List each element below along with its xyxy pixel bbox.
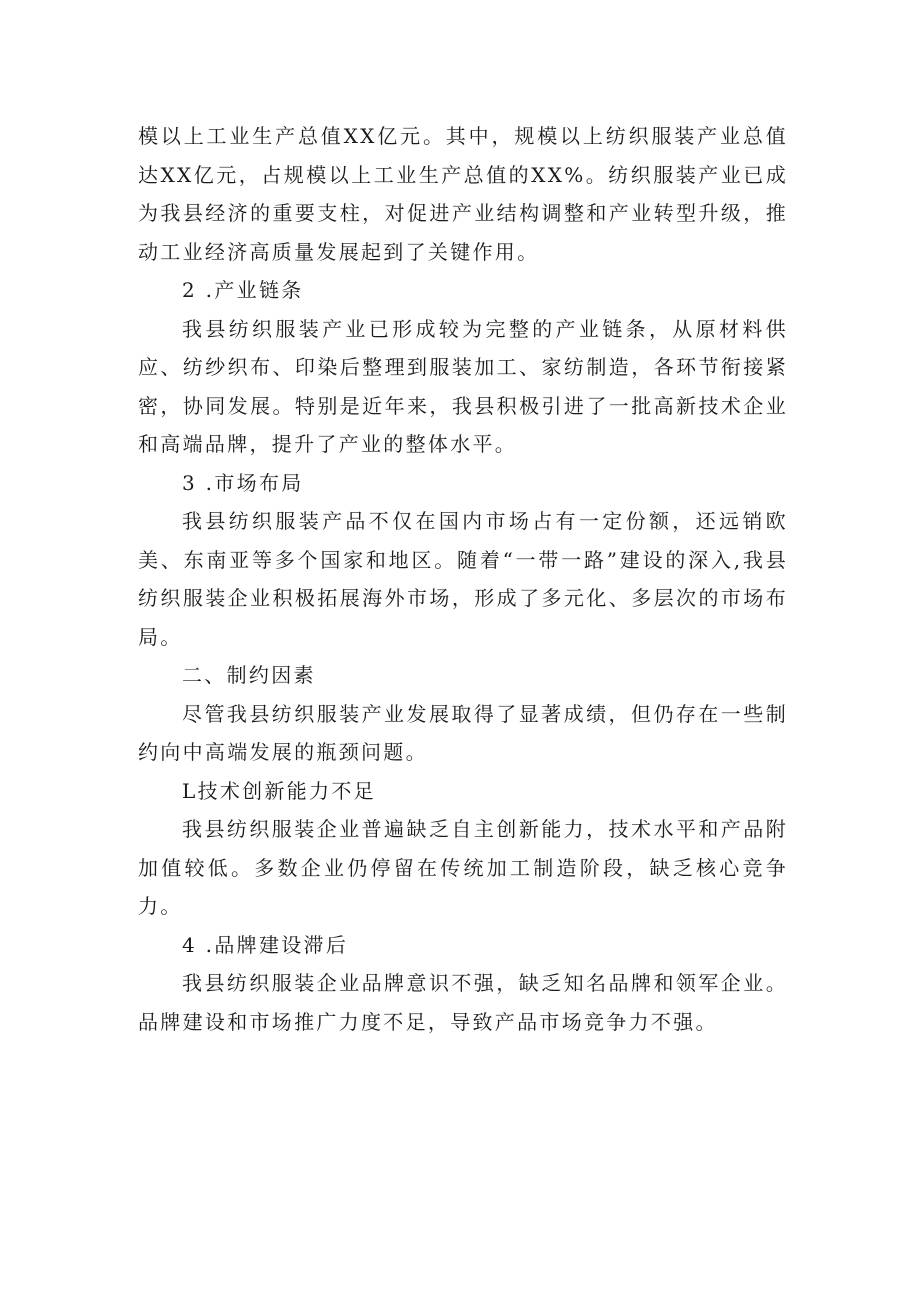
paragraph-brand-building: 我县纺织服装企业品牌意识不强，缺乏知名品牌和领军企业。品牌建设和市场推广力度不足，导致产品市场竞争力不强。 [138,971,788,1034]
heading-innovation: L技术创新能力不足 [182,778,376,803]
heading-industry-chain: 2 .产业链条 [182,278,304,302]
paragraph-market-layout: 我县纺织服装产品不仅在国内市场占有一定份额，还远销欧美、东南亚等多个国家和地区。随着“一带一路”建设的深入,我县纺织服装企业积极拓展海外市场，形成了多元化、多层次的市场布局。 [138,509,788,649]
heading-constraints: 二、制约因素 [182,663,316,687]
paragraph-output-summary: 模以上工业生产总值XX亿元。其中，规模以上纺织服装产业总值达XX亿元，占规模以上工业生产总值的XX%。纺织服装产业已成为我县经济的重要支柱，对促进产业结构调整和产业转型升级，推动工业经济高质量发展起到了关键作用。 [138,124,788,264]
heading-brand-building: 4 .品牌建设滞后 [182,932,349,957]
paragraph-constraints: 尽管我县纺织服装产业发展取得了显著成绩，但仍存在一些制约向中高端发展的瓶颈问题。 [138,701,788,764]
paragraph-industry-chain: 我县纺织服装产业已形成较为完整的产业链条，从原材料供应、纺纱织布、印染后整理到服装加工、家纺制造，各环节衔接紧密，协同发展。特别是近年来，我县积极引进了一批高新技术企业和高端品牌，提升了产业的整体水平。 [138,316,788,456]
heading-market-layout: 3 .市场布局 [182,470,304,495]
paragraph-innovation: 我县纺织服装企业普遍缺乏自主创新能力，技术水平和产品附加值较低。多数企业仍停留在传统加工制造阶段，缺乏核心竞争力。 [138,817,788,918]
